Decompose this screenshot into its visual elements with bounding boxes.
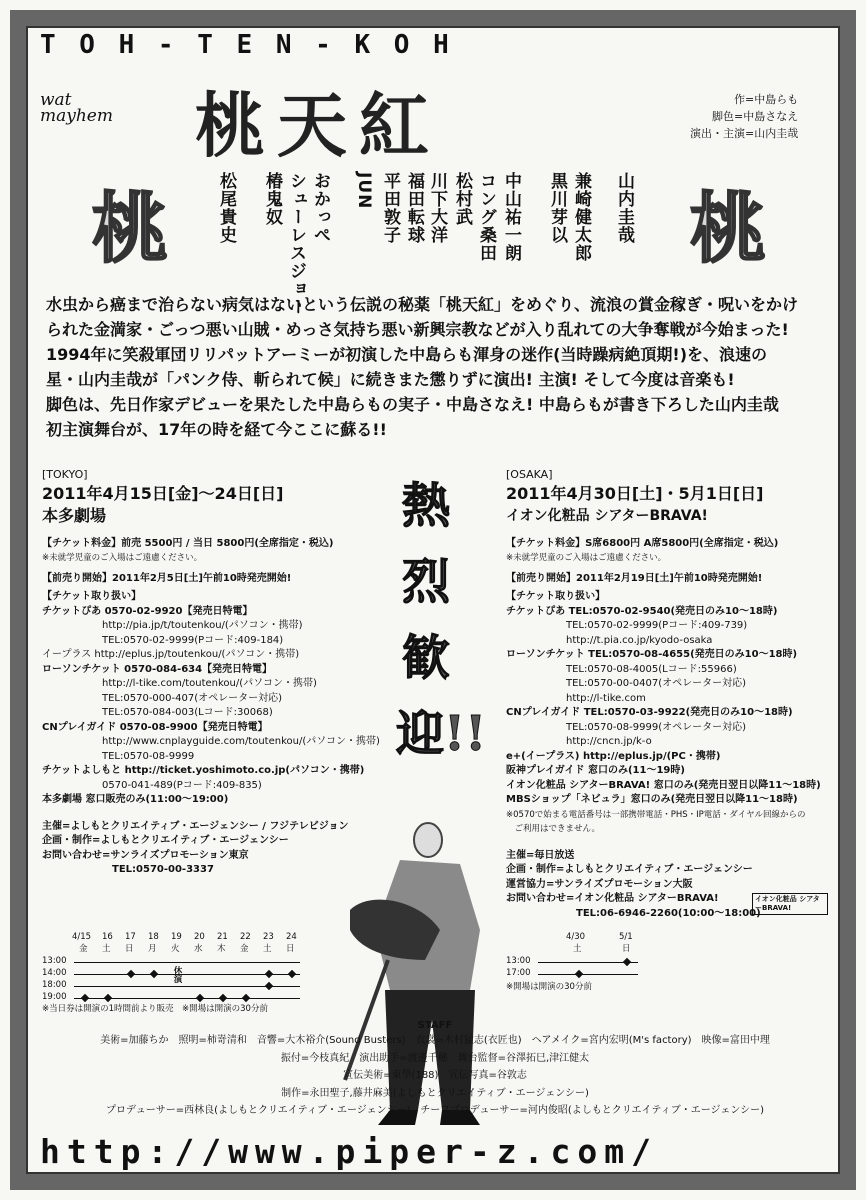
osaka-outlet-line: CNプレイガイド TEL:0570-03-9922(発売日のみ10〜18時) xyxy=(506,707,793,718)
osaka-outlet-line: ご利用はできません。 xyxy=(506,824,601,834)
tokyo-city-label: [TOKYO] xyxy=(42,468,88,481)
schedule-day: 木 xyxy=(217,944,226,954)
theater-brava-logo: イオン化粧品 シアターBRAVA! xyxy=(752,893,828,915)
tokyo-outlet-line: チケットよしもと http://ticket.yoshimoto.co.jp(パソコン・携帯) xyxy=(42,765,365,776)
tokyo-outlet-line: 0570-041-489(Pコード:409-835) xyxy=(42,779,262,791)
schedule-day: 土 xyxy=(573,944,582,954)
schedule-date: 20 xyxy=(194,932,205,942)
schedule-line xyxy=(538,974,638,975)
cast-member: 川下大洋 xyxy=(427,172,447,244)
intro-paragraph xyxy=(46,292,826,442)
main-title: 桃天紅 xyxy=(195,84,441,167)
osaka-outlet-line: チケットぴあ TEL:0570-02-9540(発売日のみ10〜18時) xyxy=(506,605,778,617)
intro-line: 1994年に笑殺軍団リリパットアーミーが初演した中島らも渾身の迷作(当時躁病絶頂期!)を、浪速の xyxy=(46,345,768,364)
credit-line: 演出・主演=山内圭哉 xyxy=(690,127,799,140)
performance-mark xyxy=(104,994,112,1002)
performance-mark xyxy=(575,970,583,978)
osaka-outlet-line: MBSショップ「ネビュラ」窓口のみ(発売日翌日以降11〜18時) xyxy=(506,794,798,805)
schedule-day: 日 xyxy=(125,944,134,954)
tokyo-schedule-note: ※当日券は開演の1時間前より販売 ※開場は開演の30分前 xyxy=(42,1004,268,1014)
osaka-schedule-note: ※開場は開演の30分前 xyxy=(506,982,592,992)
intro-line: 星・山内圭哉が「パンク侍、斬られて候」に続きまた懲りずに演出! 主演! そして今度は音楽も! xyxy=(46,370,735,389)
schedule-time: 17:00 xyxy=(506,968,531,978)
tokyo-outlet-line: http://pia.jp/t/toutenkou/(パソコン・携帯) xyxy=(42,620,303,631)
tokyo-outlets-heading: 【チケット取り扱い】 xyxy=(42,591,142,602)
cast-member: コング桑田 xyxy=(476,172,496,262)
osaka-city-label: [OSAKA] xyxy=(506,468,553,481)
intro-line: 水虫から癌まで治らない病気はないという伝説の秘薬「桃天紅」をめぐり、流浪の賞金稼ぎ・呪いをかけ xyxy=(46,295,799,314)
osaka-outlet-line: TEL:0570-08-4005(Lコード:55966) xyxy=(506,663,737,675)
tokyo-outlet-line: http://www.cnplayguide.com/toutenkou/(パソコン・携帯) xyxy=(42,736,380,747)
staff-credits xyxy=(40,1020,830,1120)
schedule-time: 18:00 xyxy=(42,980,67,990)
osaka-cooperation: 運営協力=サンライズプロモーション大阪 xyxy=(506,878,693,890)
schedule-date: 21 xyxy=(217,932,228,942)
logo-line1: wat xyxy=(40,90,72,110)
staff-line: 振付=今枝真紀 演出助手=渡邊千穂 舞台監督=谷澤拓巳,津江健太 xyxy=(280,1052,590,1064)
cast-member: 松尾貴史 xyxy=(216,172,236,244)
website-url[interactable]: http://www.piper-z.com/ xyxy=(40,1132,658,1171)
romaji-title: T O H - T E N - K O H xyxy=(40,30,453,60)
tokyo-venue: 本多劇場 xyxy=(42,505,107,525)
schedule-day: 土 xyxy=(263,944,272,954)
performance-mark xyxy=(623,958,631,966)
tokyo-date: 2011年4月15日[金]〜24日[日] xyxy=(42,483,284,503)
cast-member: 松村武 xyxy=(452,172,472,226)
schedule-day: 土 xyxy=(102,944,111,954)
schedule-date: 4/15 xyxy=(72,932,92,942)
schedule-date: 19 xyxy=(171,932,182,942)
schedule-time: 14:00 xyxy=(42,968,67,978)
cast-member: JUN xyxy=(354,172,374,210)
osaka-schedule xyxy=(506,932,646,992)
osaka-date: 2011年4月30日[土]・5月1日[日] xyxy=(506,483,764,503)
performance-mark xyxy=(219,994,227,1002)
cast-member: 平田敦子 xyxy=(380,172,400,244)
schedule-time: 13:00 xyxy=(506,956,531,966)
tokyo-outlet-line: TEL:0570-084-003(Lコード:30068) xyxy=(42,707,273,718)
tokyo-outlet-line: チケットぴあ 0570-02-9920【発売日特電】 xyxy=(42,605,253,617)
osaka-outlet-line: http://l-tike.com xyxy=(506,692,646,704)
logo-line2: mayhem xyxy=(40,106,113,126)
tokyo-inquiry: お問い合わせ=サンライズプロモーション東京 xyxy=(42,849,249,861)
tokyo-organizer: 主催=よしもとクリエイティブ・エージェンシー / フジテレビジョン xyxy=(42,820,349,832)
osaka-outlet-line: ローソンチケット TEL:0570-08-4655(発売日のみ10〜18時) xyxy=(506,649,798,660)
osaka-outlets-heading: 【チケット取り扱い】 xyxy=(506,591,606,602)
osaka-outlet-line: e+(イープラス) http://eplus.jp/(PC・携帯) xyxy=(506,750,721,762)
osaka-outlet-line: ※0570で始まる電話番号は一部携帯電話・PHS・IP電話・ダイヤル回線からの xyxy=(506,809,806,820)
performance-mark xyxy=(127,970,135,978)
schedule-date: 23 xyxy=(263,932,274,942)
tokyo-price-note: ※未就学児童のご入場はご遠慮ください。 xyxy=(42,553,203,563)
osaka-price: 【チケット料金】S席6800円 A席5800円(全席指定・税込) xyxy=(506,537,779,549)
schedule-day: 日 xyxy=(286,944,295,954)
performance-mark xyxy=(242,994,250,1002)
cast-member: おかっぺ xyxy=(310,172,330,244)
schedule-day: 日 xyxy=(622,944,631,954)
tokyo-section xyxy=(42,468,392,878)
tokyo-outlet-line: CNプレイガイド 0570-08-9900【発売日特電】 xyxy=(42,721,268,733)
cast-member: 中山祐一朗 xyxy=(501,172,521,262)
osaka-inquiry-tel: TEL:06-6946-2260(10:00〜18:00) xyxy=(576,907,761,919)
schedule-date: 4/30 xyxy=(566,932,586,942)
closed-label: 休演 xyxy=(172,966,182,983)
osaka-organizer: 主催=毎日放送 xyxy=(506,849,575,861)
staff-heading: STAFF xyxy=(417,1020,453,1031)
right-big-kanji: 桃 xyxy=(690,184,766,273)
tokyo-outlet-line: イープラス http://eplus.jp/toutenkou/(パソコン・携帯) xyxy=(42,649,300,660)
schedule-date: 24 xyxy=(286,932,297,942)
left-big-kanji: 桃 xyxy=(92,184,168,273)
credit-line: 脚色=中島さなえ xyxy=(712,110,799,123)
cast-member: 福田転球 xyxy=(404,172,424,244)
tokyo-price: 【チケット料金】前売 5500円 / 当日 5800円(全席指定・税込) xyxy=(42,537,334,549)
osaka-price-note: ※未就学児童のご入場はご遠慮ください。 xyxy=(506,553,667,563)
performance-mark xyxy=(265,982,273,990)
tokyo-outlet-line: http://l-tike.com/toutenkou/(パソコン・携帯) xyxy=(42,678,317,689)
osaka-presale: 【前売り開始】2011年2月19日[土]午前10時発売開始! xyxy=(506,572,763,584)
intro-line: 脚色は、先日作家デビューを果たした中島らもの実子・中島さなえ! 中島らもが書き下ろした山内圭哉 xyxy=(46,395,779,414)
performance-mark xyxy=(196,994,204,1002)
tokyo-outlet-line: TEL:0570-08-9999 xyxy=(42,750,195,762)
tokyo-outlet-line: ローソンチケット 0570-084-634【発売日特電】 xyxy=(42,663,273,675)
osaka-production: 企画・制作=よしもとクリエイティブ・エージェンシー xyxy=(506,864,753,875)
tokyo-outlet-line: 本多劇場 窓口販売のみ(11:00〜19:00) xyxy=(42,794,229,805)
osaka-outlet-line: イオン化粧品 シアターBRAVA! 窓口のみ(発売日翌日以降11〜18時) xyxy=(506,779,821,791)
credit-line: 作=中島らも xyxy=(734,93,799,106)
schedule-date: 5/1 xyxy=(619,932,633,942)
osaka-outlet-line: http://cncn.jp/k-o xyxy=(506,736,652,747)
osaka-inquiry: お問い合わせ=イオン化粧品 シアターBRAVA! xyxy=(506,893,719,904)
osaka-outlet-line: TEL:0570-02-9999(Pコード:409-739) xyxy=(506,620,748,631)
cast-member: 山内圭哉 xyxy=(614,172,634,244)
schedule-date: 22 xyxy=(240,932,251,942)
performance-mark xyxy=(288,970,296,978)
tokyo-inquiry-tel: TEL:0570-00-3337 xyxy=(112,864,214,875)
performance-mark xyxy=(81,994,89,1002)
tokyo-schedule xyxy=(42,932,302,1012)
schedule-date: 17 xyxy=(125,932,136,942)
tokyo-outlet-line: TEL:0570-02-9999(Pコード:409-184) xyxy=(42,634,284,646)
osaka-outlet-line: 阪神プレイガイド 窓口のみ(11〜19時) xyxy=(506,765,685,776)
schedule-time: 19:00 xyxy=(42,992,67,1002)
schedule-date: 16 xyxy=(102,932,113,942)
cast-member: 兼崎健太郎 xyxy=(571,172,591,262)
schedule-day: 金 xyxy=(240,944,249,954)
intro-line: 初主演舞台が、17年の時を経て今ここに蘇る!! xyxy=(46,420,387,439)
cast-member: 椿鬼奴 xyxy=(262,172,282,226)
credits xyxy=(690,91,798,142)
schedule-line xyxy=(74,962,300,963)
cast-member: 黒川芽以 xyxy=(547,172,567,244)
osaka-outlet-line: TEL:0570-08-9999(オペレーター対応) xyxy=(506,721,747,733)
intro-line: られた金満家・ごっつ悪い山賊・めっさ気持ち悪い新興宗教などが入り乱れての大争奪戦が今始まった! xyxy=(46,320,789,339)
wat-mayhem-logo xyxy=(40,92,113,124)
tokyo-production: 企画・制作=よしもとクリエイティブ・エージェンシー xyxy=(42,835,289,846)
schedule-date: 18 xyxy=(148,932,159,942)
osaka-outlet-line: http://t.pia.co.jp/kyodo-osaka xyxy=(506,634,713,646)
staff-line: 宣伝美術=東學(188) 宣伝写真=谷敦志 xyxy=(343,1070,527,1081)
schedule-day: 月 xyxy=(148,944,157,954)
osaka-outlet-line: TEL:0570-00-0407(オペレーター対応) xyxy=(506,678,747,689)
staff-line: 制作=永田聖子,藤井麻美(よしもとクリエイティブ・エージェンシー) xyxy=(281,1087,589,1099)
cheer-vertical-text: 熱烈歓迎!! xyxy=(396,478,487,762)
osaka-section xyxy=(506,468,836,921)
tokyo-outlet-line: TEL:0570-000-407(オペレーター対応) xyxy=(42,692,283,704)
schedule-day: 水 xyxy=(194,944,203,954)
staff-line: プロデューサー=西林良(よしもとクリエイティブ・エージェンシー) チーフプロデューサー=河内俊昭(よしもとクリエイティブ・エージェンシー) xyxy=(106,1105,764,1116)
osaka-venue: イオン化粧品 シアターBRAVA! xyxy=(506,507,708,524)
performance-mark xyxy=(265,970,273,978)
schedule-time: 13:00 xyxy=(42,956,67,966)
tokyo-presale: 【前売り開始】2011年2月5日[土]午前10時発売開始! xyxy=(42,572,292,584)
cast-member: シューレスジョー xyxy=(286,172,306,316)
performance-mark xyxy=(150,970,158,978)
staff-line: 美術=加藤ちか 照明=柿嵜清和 音響=大木裕介(Sound Busters) 衣裳=木村猛志(衣匠也) ヘアメイク=宮内宏明(M's factory) 映像=富田中理 xyxy=(100,1035,770,1046)
schedule-day: 金 xyxy=(79,944,88,954)
schedule-day: 火 xyxy=(171,944,180,954)
